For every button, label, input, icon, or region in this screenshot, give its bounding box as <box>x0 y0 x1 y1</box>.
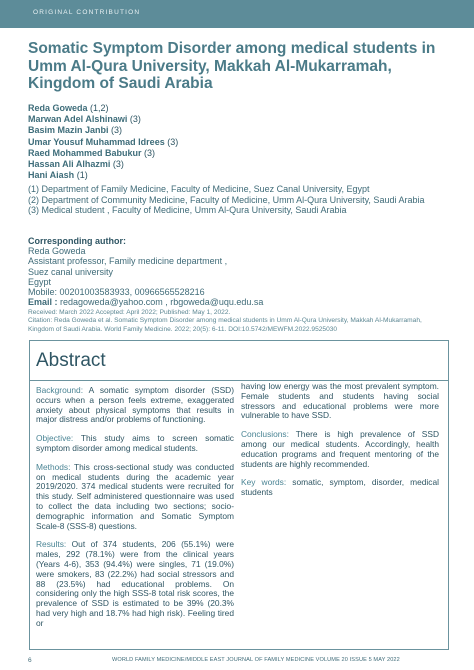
abstract-conclusions <box>241 430 439 469</box>
conclusions-label: Conclusions: <box>241 429 289 440</box>
methods-text: This cross-sectional study was conducted on medical students during the academic year 2019/2020. 374 medical students were recruited for this study. Self administered questionnaire was used to collect the data including two sections; socio-demographic information and Somatic Symptom Scale-8 (SSS-8) questions. <box>36 461 234 531</box>
publication-dates: Received: March 2022 Accepted: April 2022; Published: May 1, 2022. <box>28 309 231 316</box>
keywords-text: somatic, symptom, disorder, medical students <box>241 477 439 498</box>
author-name: Hani Aiash <box>28 170 75 181</box>
results-text: Out of 374 students, 206 (55.1%) were males, 292 (78.1%) were from the clinical years (Years 4-6), 353 (94.4%) were singles, 71 (19.0%) were smokers, 83 (22.2%) had social stressors and 88 (23.5%) had educational problems. On considering only the high SSS-8 total risk scores, the prevalence of SSD is estimated to be 39% (20.3% had very high and 18.7% had high risk). Feeling tired or <box>36 539 234 628</box>
author-name: Basim Mazin Janbi <box>28 125 109 136</box>
affiliation-item: (1) Department of Family Medicine, Faculty of Medicine, Suez Canal University, Egypt <box>28 184 370 194</box>
author-name: Umar Yousuf Muhammad Idrees <box>28 136 165 147</box>
author-entry <box>28 148 448 159</box>
author-affiliation-ref: (3) <box>112 159 124 170</box>
abstract-methods <box>36 463 234 532</box>
abstract-keywords <box>241 478 439 498</box>
author-affiliation-ref: (3) <box>167 136 179 147</box>
author-name: Marwan Adel Alshinawi <box>28 114 128 125</box>
author-entry <box>28 103 448 114</box>
objective-label: Objective: <box>36 433 74 444</box>
email-link[interactable]: redagoweda@yahoo.com , rbgoweda@uqu.edu.sa <box>60 297 264 308</box>
corresponding-author-block <box>28 236 448 307</box>
author-entry <box>28 114 448 125</box>
citation-block <box>28 309 448 334</box>
objective-text: This study aims to screen somatic symptom disorder among medical students. <box>36 433 234 453</box>
abstract-title: Abstract <box>36 350 106 371</box>
author-affiliation-ref: (1,2) <box>90 103 109 113</box>
author-affiliation-ref: (1) <box>76 170 88 181</box>
corresponding-line: Suez canal university <box>28 266 114 277</box>
affiliation-list <box>28 184 452 216</box>
results-label: Results: <box>36 539 67 550</box>
abstract-left-column <box>36 386 234 638</box>
author-name: Reda Goweda <box>28 103 88 113</box>
section-header-bar <box>0 0 474 28</box>
author-name: Raed Mohammed Babukur <box>28 147 142 158</box>
author-entry <box>28 170 448 181</box>
corresponding-line: Reda Goweda <box>28 246 86 257</box>
abstract-right-column <box>241 382 439 507</box>
corresponding-author-label: Corresponding author: <box>28 236 126 246</box>
corresponding-line: Mobile: 00201003583933, 00966565528216 <box>28 287 205 298</box>
background-text: A somatic symptom disorder (SSD) occurs when a person feels extreme, exaggerated anxiety about physical symptoms that results in major distress and/or problems of functioning. <box>36 385 234 425</box>
author-name: Hassan Ali Alhazmi <box>28 159 111 170</box>
article-title: Somatic Symptom Disorder among medical students in Umm Al-Qura University, Makkah Al-Mukarramah, Kingdom of Saudi Arabia <box>28 40 436 92</box>
author-affiliation-ref: (3) <box>111 125 123 136</box>
affiliation-item: (2) Department of Community Medicine, Faculty of Medicine, Umm Al-Qura University, Saudi Arabia <box>28 194 425 205</box>
abstract-objective <box>36 434 234 454</box>
journal-footer: WORLD FAMILY MEDICINE/MIDDLE EAST JOURNAL OF FAMILY MEDICINE VOLUME 20 ISSUE 5 MAY 2022 <box>112 657 400 663</box>
author-entry <box>28 137 448 148</box>
email-label: Email : <box>28 297 58 308</box>
results-continued: having low energy was the most prevalent symptom. Female students and students having social stressors and educational problems were more vulnerable to have SSD. <box>241 381 439 421</box>
corresponding-line: Assistant professor, Family medicine department , <box>28 256 228 267</box>
affiliation-item: (3) Medical student , Faculty of Medicine, Umm Al-Qura University, Saudi Arabia <box>28 205 347 216</box>
background-label: Background: <box>36 385 84 395</box>
keywords-label: Key words: <box>241 477 287 488</box>
conclusions-text: There is high prevalence of SSD among our medical students. Accordingly, health education programs and frequent mentoring of the students are highly recommended. <box>241 429 439 469</box>
abstract-results <box>36 540 234 628</box>
author-entry <box>28 159 448 170</box>
author-affiliation-ref: (3) <box>144 147 156 158</box>
author-affiliation-ref: (3) <box>129 114 141 125</box>
page-number: 6 <box>28 657 32 664</box>
corresponding-line: Egypt <box>28 276 52 287</box>
email-line <box>28 297 448 307</box>
citation-text: Citation: Reda Goweda et al. Somatic Symptom Disorder among medical students in Umm Al-Qura University, Makkah Al-Mukarramah, Kingdom of Saudi Arabia. World Family Medicine. 2022; 20(5): 6-11. DOI:10.5742/MEWFM.2022.9525030 <box>28 317 422 333</box>
methods-label: Methods: <box>36 461 71 472</box>
abstract-background <box>36 386 234 425</box>
author-entry <box>28 125 448 136</box>
author-list <box>28 103 448 181</box>
section-label: ORIGINAL CONTRIBUTION <box>33 9 141 16</box>
